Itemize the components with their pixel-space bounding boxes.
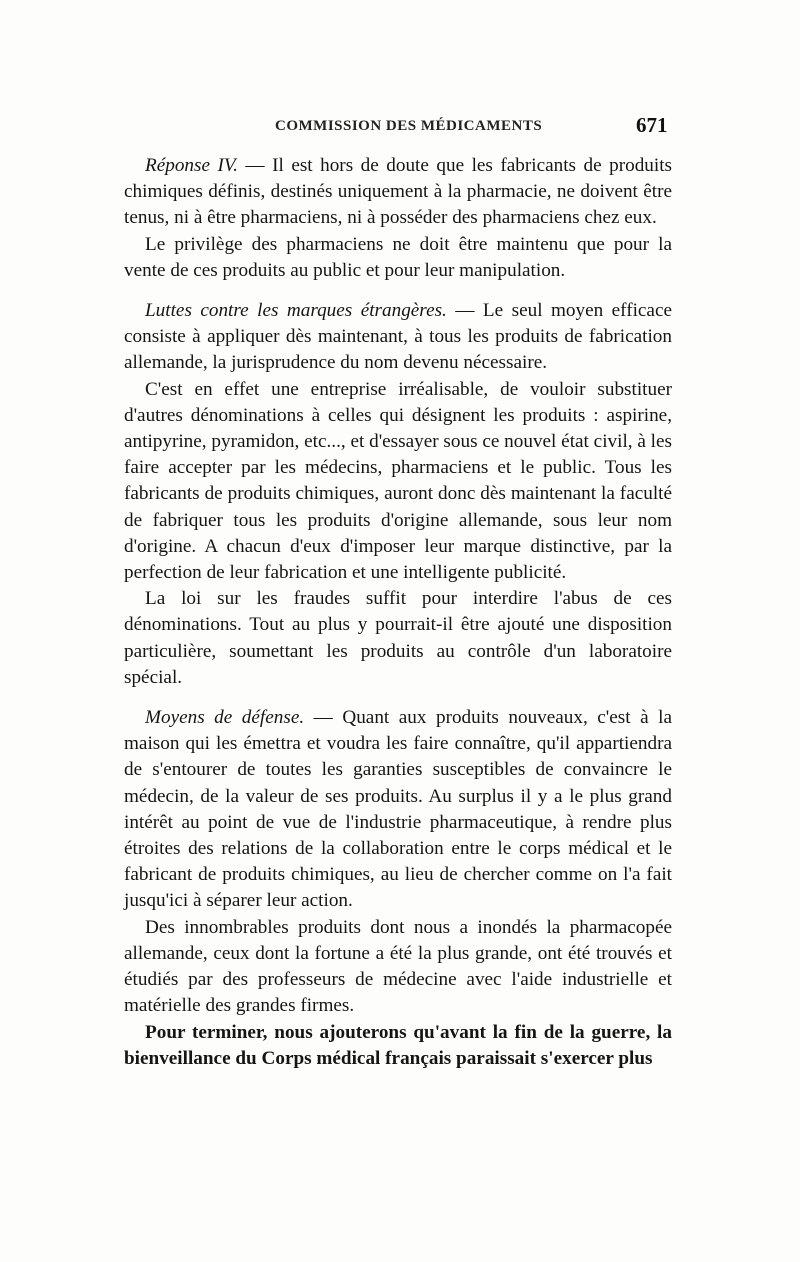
paragraph-text: Des innombrables produits dont nous a inondés la pharmacopée allemande, ceux dont la fortune a été la plus grande, ont été trouvés et étudiés par des professeurs de médecine avec l'aide industrielle et matérielle des grandes firmes. [124, 916, 672, 1017]
paragraph-reponse-iv [124, 153, 672, 232]
paragraph-gap [124, 691, 672, 705]
paragraph-luttes [124, 298, 672, 377]
running-head: COMMISSION DES MÉDICAMENTS [275, 118, 543, 134]
section-title-reponse-iv: Réponse IV. [145, 155, 238, 176]
section-title-moyens-defense: Moyens de défense. [145, 707, 305, 729]
page-number: 671 [636, 113, 668, 137]
paragraph-entreprise [124, 377, 672, 587]
paragraph-text: — Il est hors de doute que les fabricants de produits chimiques définis, destinés uniquement à la pharmacie, ne doivent être tenus, ni à être pharmaciens, ni à posséder des pharmaciens chez eux. [124, 155, 673, 229]
paragraph-privilege [124, 232, 672, 284]
paragraph-text: La loi sur les fraudes suffit pour interdire l'abus de ces dénominations. Tout au plus y pourrait-il être ajouté une disposition particulière, soumettant les produits au contrôle d'un laboratoire spécial. [124, 588, 672, 688]
paragraph-text: C'est en effet une entreprise irréalisable, de vouloir substituer d'autres dénominations à celles qui désignent les produits : aspirine, antipyrine, pyramidon, etc..., et d'essayer sous ce nouvel état civil, à les faire accepter par les médecins, pharmaciens et le public. Tous les fabricants de produits chimiques, auront donc dès maintenant la faculté de fabriquer tous les produits d'origine allemande, sous leur nom d'origine. A chacun d'eux d'imposer leur marque distinctive, par la perfection de leur fabrication et une intelligente publicité. [124, 378, 672, 584]
paragraph-loi-fraudes [124, 586, 672, 691]
paragraph-text: Le privilège des pharmaciens ne doit être maintenu que pour la vente de ces produits au public et pour leur manipulation. [124, 233, 672, 281]
page-header [0, 113, 800, 140]
body-text [124, 153, 672, 1072]
paragraph-pharmacopee [124, 915, 672, 1020]
paragraph-text: Pour terminer, nous ajouterons qu'avant la fin de la guerre, la bienveillance du Corps médical français paraissait s'exercer plus [124, 1021, 672, 1069]
paragraph-moyens-defense [124, 705, 672, 915]
paragraph-text: — Quant aux produits nouveaux, c'est à la maison qui les émettra et voudra les faire connaître, qu'il appartiendra de s'entourer de toutes les garanties susceptibles de convaincre le médecin, de la valeur de ses produits. Au surplus il y a le plus grand intérêt au point de vue de l'industrie pharmaceutique, à rendre plus étroites des relations de la collaboration entre le corps médical et le fabricant de produits chimiques, au lieu de chercher comme on l'a fait jusqu'ici à séparer leur action. [124, 707, 672, 912]
section-title-luttes: Luttes contre les marques étrangères. [145, 300, 447, 322]
paragraph-gap [124, 284, 672, 298]
paragraph-pour-terminer [124, 1020, 672, 1072]
paragraph-text: — Le seul moyen efficace consiste à appliquer dès maintenant, à tous les produits de fabrication allemande, la jurisprudence du nom devenu nécessaire. [124, 300, 672, 374]
